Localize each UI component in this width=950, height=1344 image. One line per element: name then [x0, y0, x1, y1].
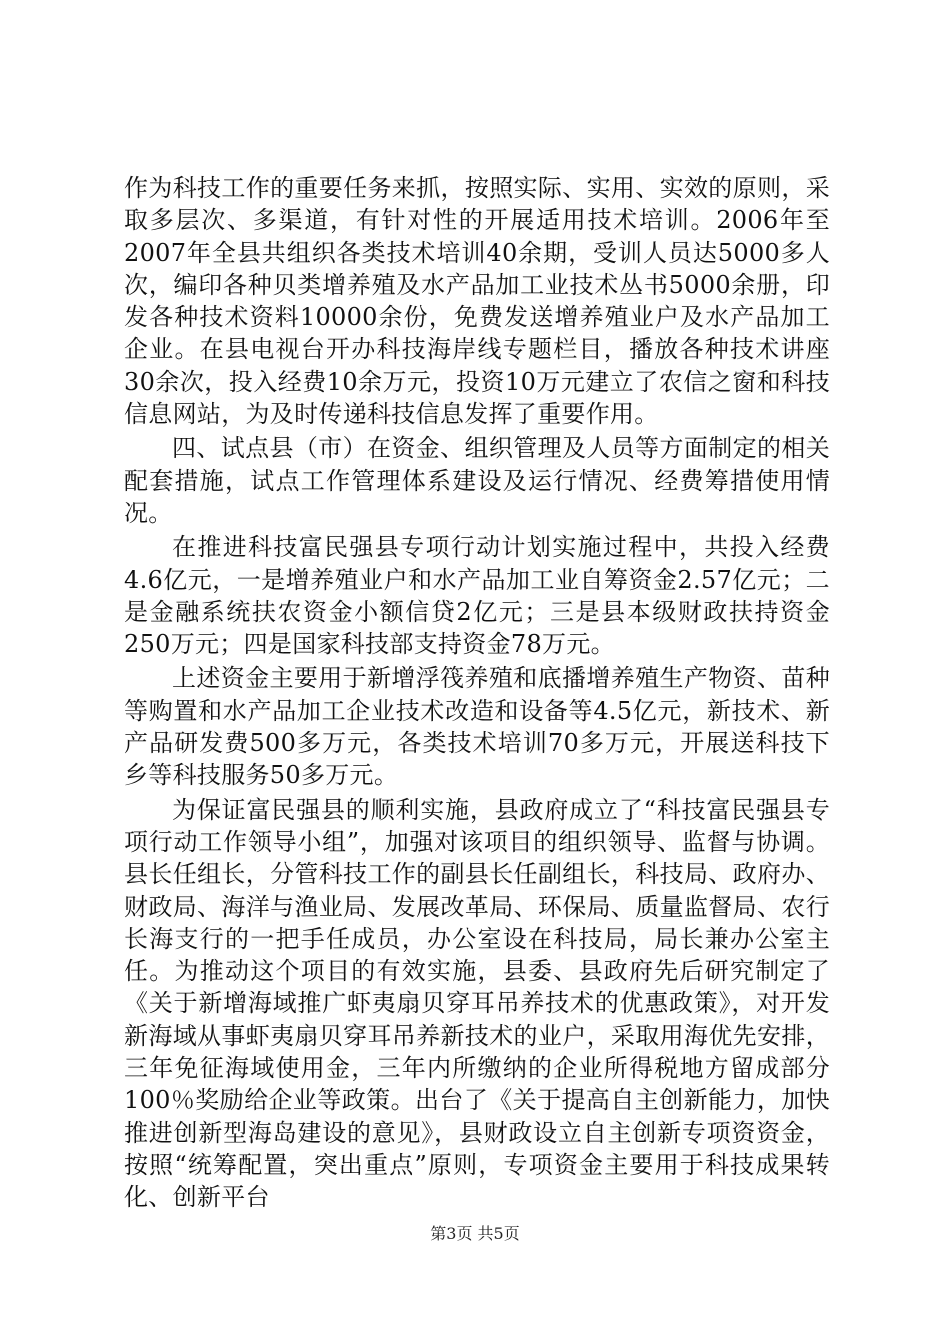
page-number-footer: 第3页 共5页	[430, 1224, 520, 1243]
paragraph-funding-usage: 上述资金主要用于新增浮筏养殖和底播增养殖生产物资、苗种等购置和水产品加工企业技术改造和设备等4.5亿元，新技术、新产品研发费500多万元，各类技术培训70多万元，开展送科技下乡等科技服务50多万元。	[124, 664, 830, 790]
paragraph-section-four-heading: 四、试点县（市）在资金、组织管理及人员等方面制定的相关配套措施，试点工作管理体系建设及运行情况、经费筹措使用情况。	[124, 434, 830, 527]
paragraph-training: 作为科技工作的重要任务来抓，按照实际、实用、实效的原则，采取多层次、多渠道，有针对性的开展适用技术培训。2006年至2007年全县共组织各类技术培训40余期，受训人员达5000多人次，编印各种贝类增养殖及水产品加工业技术丛书5000余册，印发各种技术资料10000余份，免费发送增养殖业户及水产品加工企业。在县电视台开办科技海岸线专题栏目，播放各种技术讲座30余次，投入经费10余万元，投资10万元建立了农信之窗和科技信息网站，为及时传递科技信息发挥了重要作用。	[124, 174, 830, 429]
paragraph-leadership-policies: 为保证富民强县的顺利实施，县政府成立了“科技富民强县专项行动工作领导小组”，加强对该项目的组织领导、监督与协调。县长任组长，分管科技工作的副县长任副组长，科技局、政府办、财政局、海洋与渔业局、发展改革局、环保局、质量监督局、农行长海支行的一把手任成员，办公室设在科技局，局长兼办公室主任。为推动这个项目的有效实施，县委、县政府先后研究制定了《关于新增海域推广虾夷扇贝穿耳吊养技术的优惠政策》，对开发新海域从事虾夷扇贝穿耳吊养新技术的业户，采取用海优先安排，三年免征海域使用金，三年内所缴纳的企业所得税地方留成部分100％奖励给企业等政策。出台了《关于提高自主创新能力，加快推进创新型海岛建设的意见》，县财政设立自主创新专项资资金，按照“统筹配置，突出重点”原则，专项资金主要用于科技成果转化、创新平台	[124, 795, 830, 1212]
document-body	[124, 172, 830, 1216]
paragraph-funding-sources: 在推进科技富民强县专项行动计划实施过程中，共投入经费4.6亿元，一是增养殖业户和水产品加工业自筹资金2.57亿元；二是金融系统扶农资金小额信贷2亿元；三是县本级财政扶持资金250万元；四是国家科技部支持资金78万元。	[124, 533, 830, 659]
